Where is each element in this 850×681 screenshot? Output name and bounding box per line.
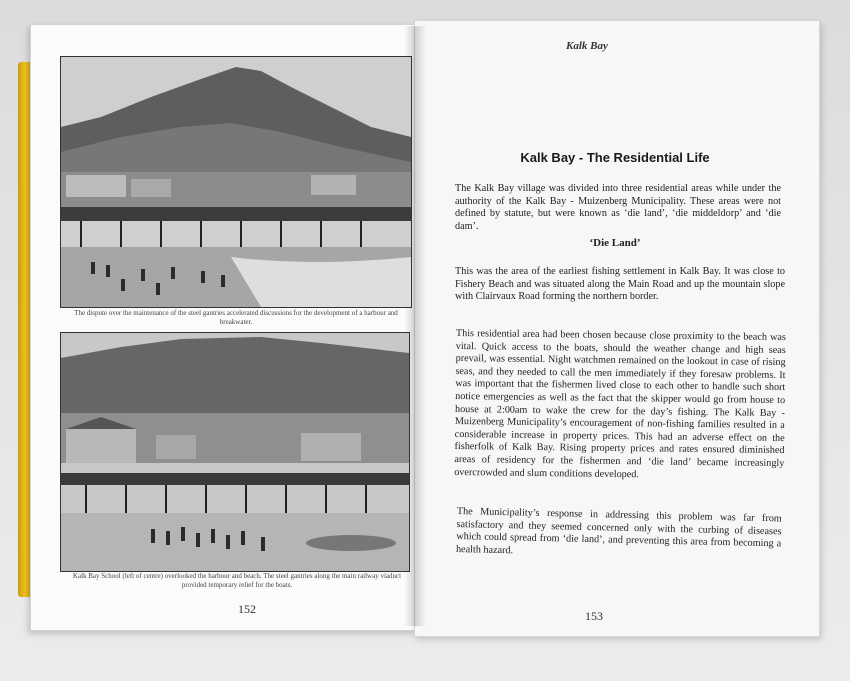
running-head: Kalk Bay: [566, 40, 608, 52]
page-number-right: 153: [585, 609, 603, 623]
historic-photo-school: [60, 332, 410, 572]
page-number-left: 152: [238, 602, 256, 616]
chapter-heading: Kalk Bay - The Residential Life: [520, 150, 710, 165]
paragraph-intro: The Kalk Bay village was divided into three residential areas while under the authority of the Kalk Bay - Muizenberg Municipality. These areas were not defined by statute, but were known as ‘die land’, ‘die middeldorp’ and ‘die dam’.: [455, 183, 781, 232]
photo-caption-top: The dispute over the maintenance of the steel gantries accelerated discussions for the development of a harbour and breakwater.: [74, 309, 398, 326]
paragraph-die-land: This was the area of the earliest fishing settlement in Kalk Bay. It was close to Fishery Beach and was situated along the Main Road and up the mountain slope with Clairvaux Road forming the northern border.: [455, 266, 785, 303]
historic-photo-harbour: [60, 56, 412, 308]
paragraph-residential-area: This residential area had been chosen because close proximity to the beach was vital. Quick access to the boats, should the weather change and high seas prevail, was essential. Night watchmen remained on the lookout in case of rising seas, and they needed to call the men immediately if they foresaw problems. It was important that the fishermen lived close to each other to handle such short notice emergencies as well as the fact that the skipper would go from house to house at 2:00am to wake the crew for the day’s fishing. The Kalk Bay - Muizenberg Municipality’s encouragement of non-fishing families resulted in a considerable increase in property prices. This had an adverse effect on the fisherfolk of Kalk Bay. Rising property prices and rates ensured diminished areas of residency for the fishermen and ‘die land’ became increasingly overcrowded and slum conditions developed.: [454, 328, 786, 480]
photo-caption-bottom: Kalk Bay School (left of centre) overlooked the harbour and beach. The steel gantries along the main railway viaduct provided temporary relief for the boats.: [72, 572, 402, 589]
section-subheading: ‘Die Land’: [589, 237, 641, 249]
paragraph-municipality-response: The Municipality’s response in addressing this problem was far from satisfactory and they seemed concerned only with the curbing of diseases which could spread from ‘die land’, and preventing this area from becoming a health hazard.: [455, 506, 782, 557]
